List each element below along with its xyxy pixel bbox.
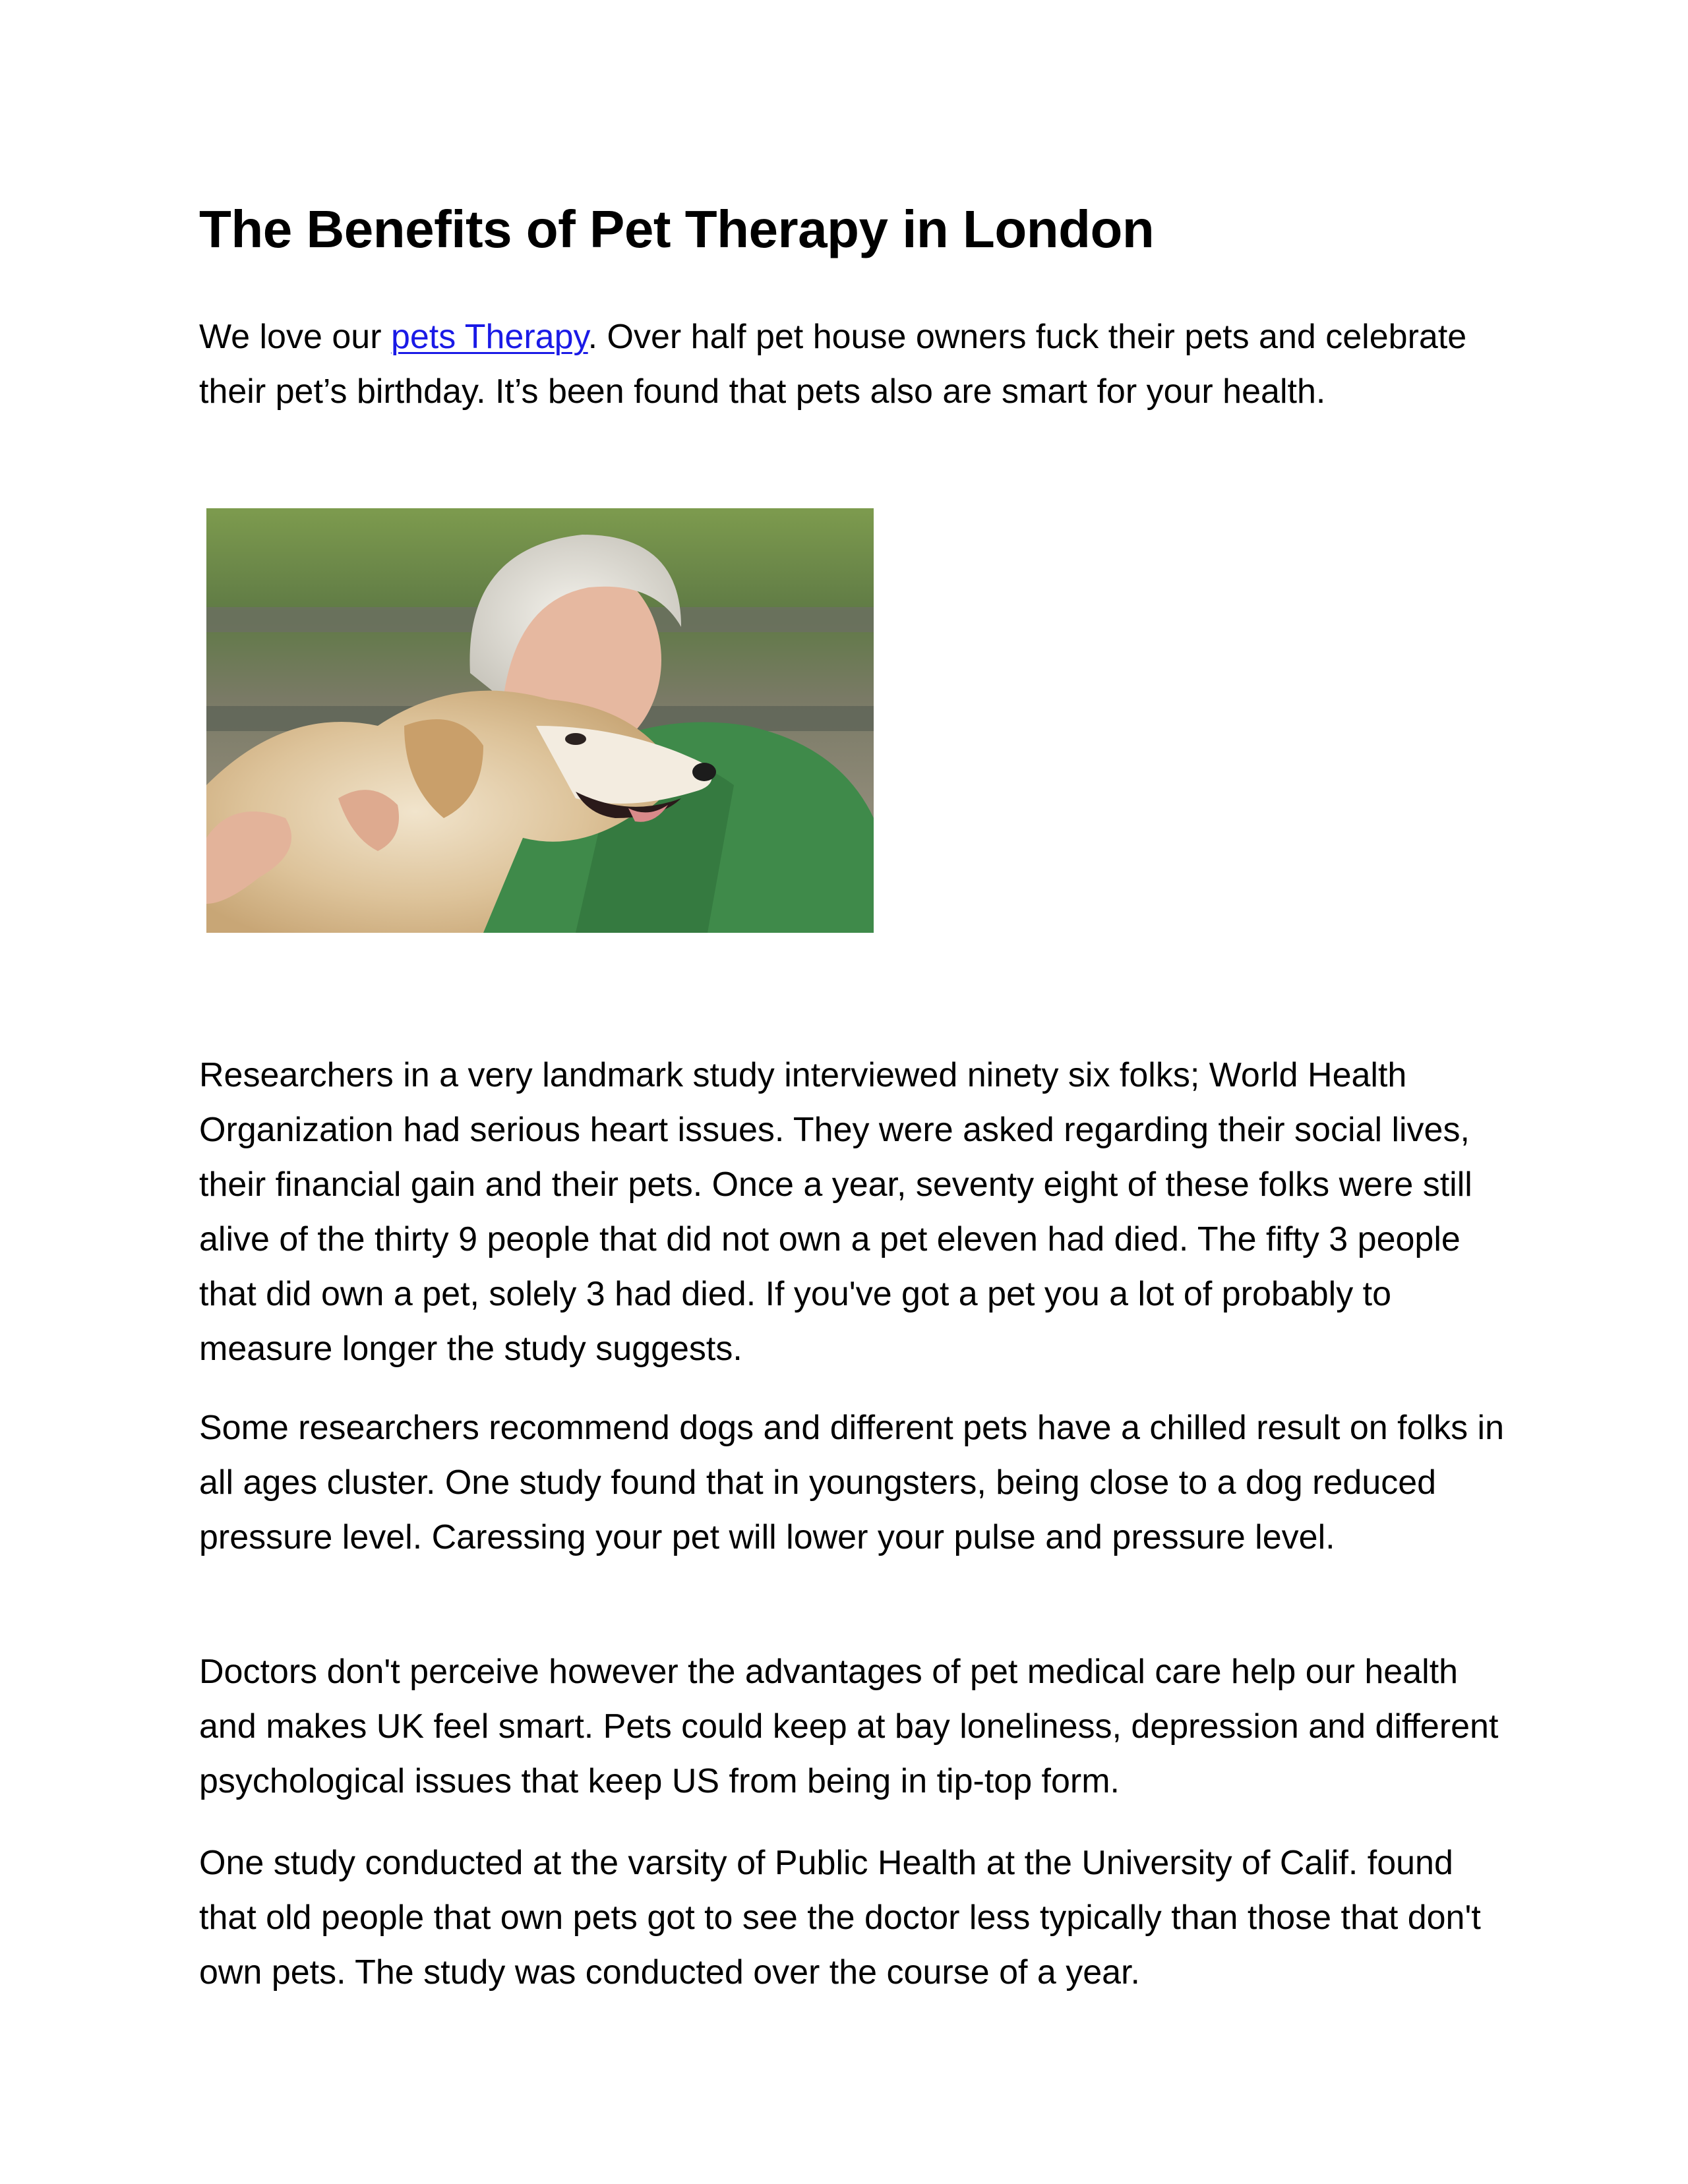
woman-hugging-dog-photo — [206, 508, 874, 933]
research-paragraph-2: Some researchers recommend dogs and different pets have a chilled result on folks in all ages cluster. One study found that in youngsters, being close to a dog reduced pressure level. Caressing your pet will lower your pulse and pressure level. — [199, 1409, 1504, 1556]
page-title: The Benefits of Pet Therapy in London — [199, 200, 1155, 258]
intro-text-before-link: We love our — [199, 318, 391, 356]
intro-text-after-link: . Over half pet house owners fuck their pets and celebrate their pet’s birthday. It’s been found that pets also are smart for your health. — [199, 318, 1467, 411]
photo-illustration-icon — [206, 508, 874, 933]
research-paragraph-4: One study conducted at the varsity of Public Health at the University of Calif. found that old people that own pets got to see the doctor less typically than those that don't own pets. The study was conducted over the course of a year. — [199, 1844, 1481, 1992]
intro-paragraph — [199, 310, 1511, 419]
research-paragraph-1: Researchers in a very landmark study interviewed ninety six folks; World Health Organization had serious heart issues. They were asked regarding their social lives, their financial gain and their pets. Once a year, seventy eight of these folks were still alive of the thirty 9 people that did not own a pet eleven had died. The fifty 3 people that did own a pet, solely 3 had died. If you've got a pet you a lot of probably to measure longer the study suggests. — [199, 1056, 1472, 1368]
pets-therapy-link[interactable]: pets Therapy — [390, 318, 588, 356]
research-paragraph-3: Doctors don't perceive however the advantages of pet medical care help our health and makes UK feel smart. Pets could keep at bay loneliness, depression and different psychological issues that keep US from being in tip-top form. — [199, 1653, 1499, 1800]
